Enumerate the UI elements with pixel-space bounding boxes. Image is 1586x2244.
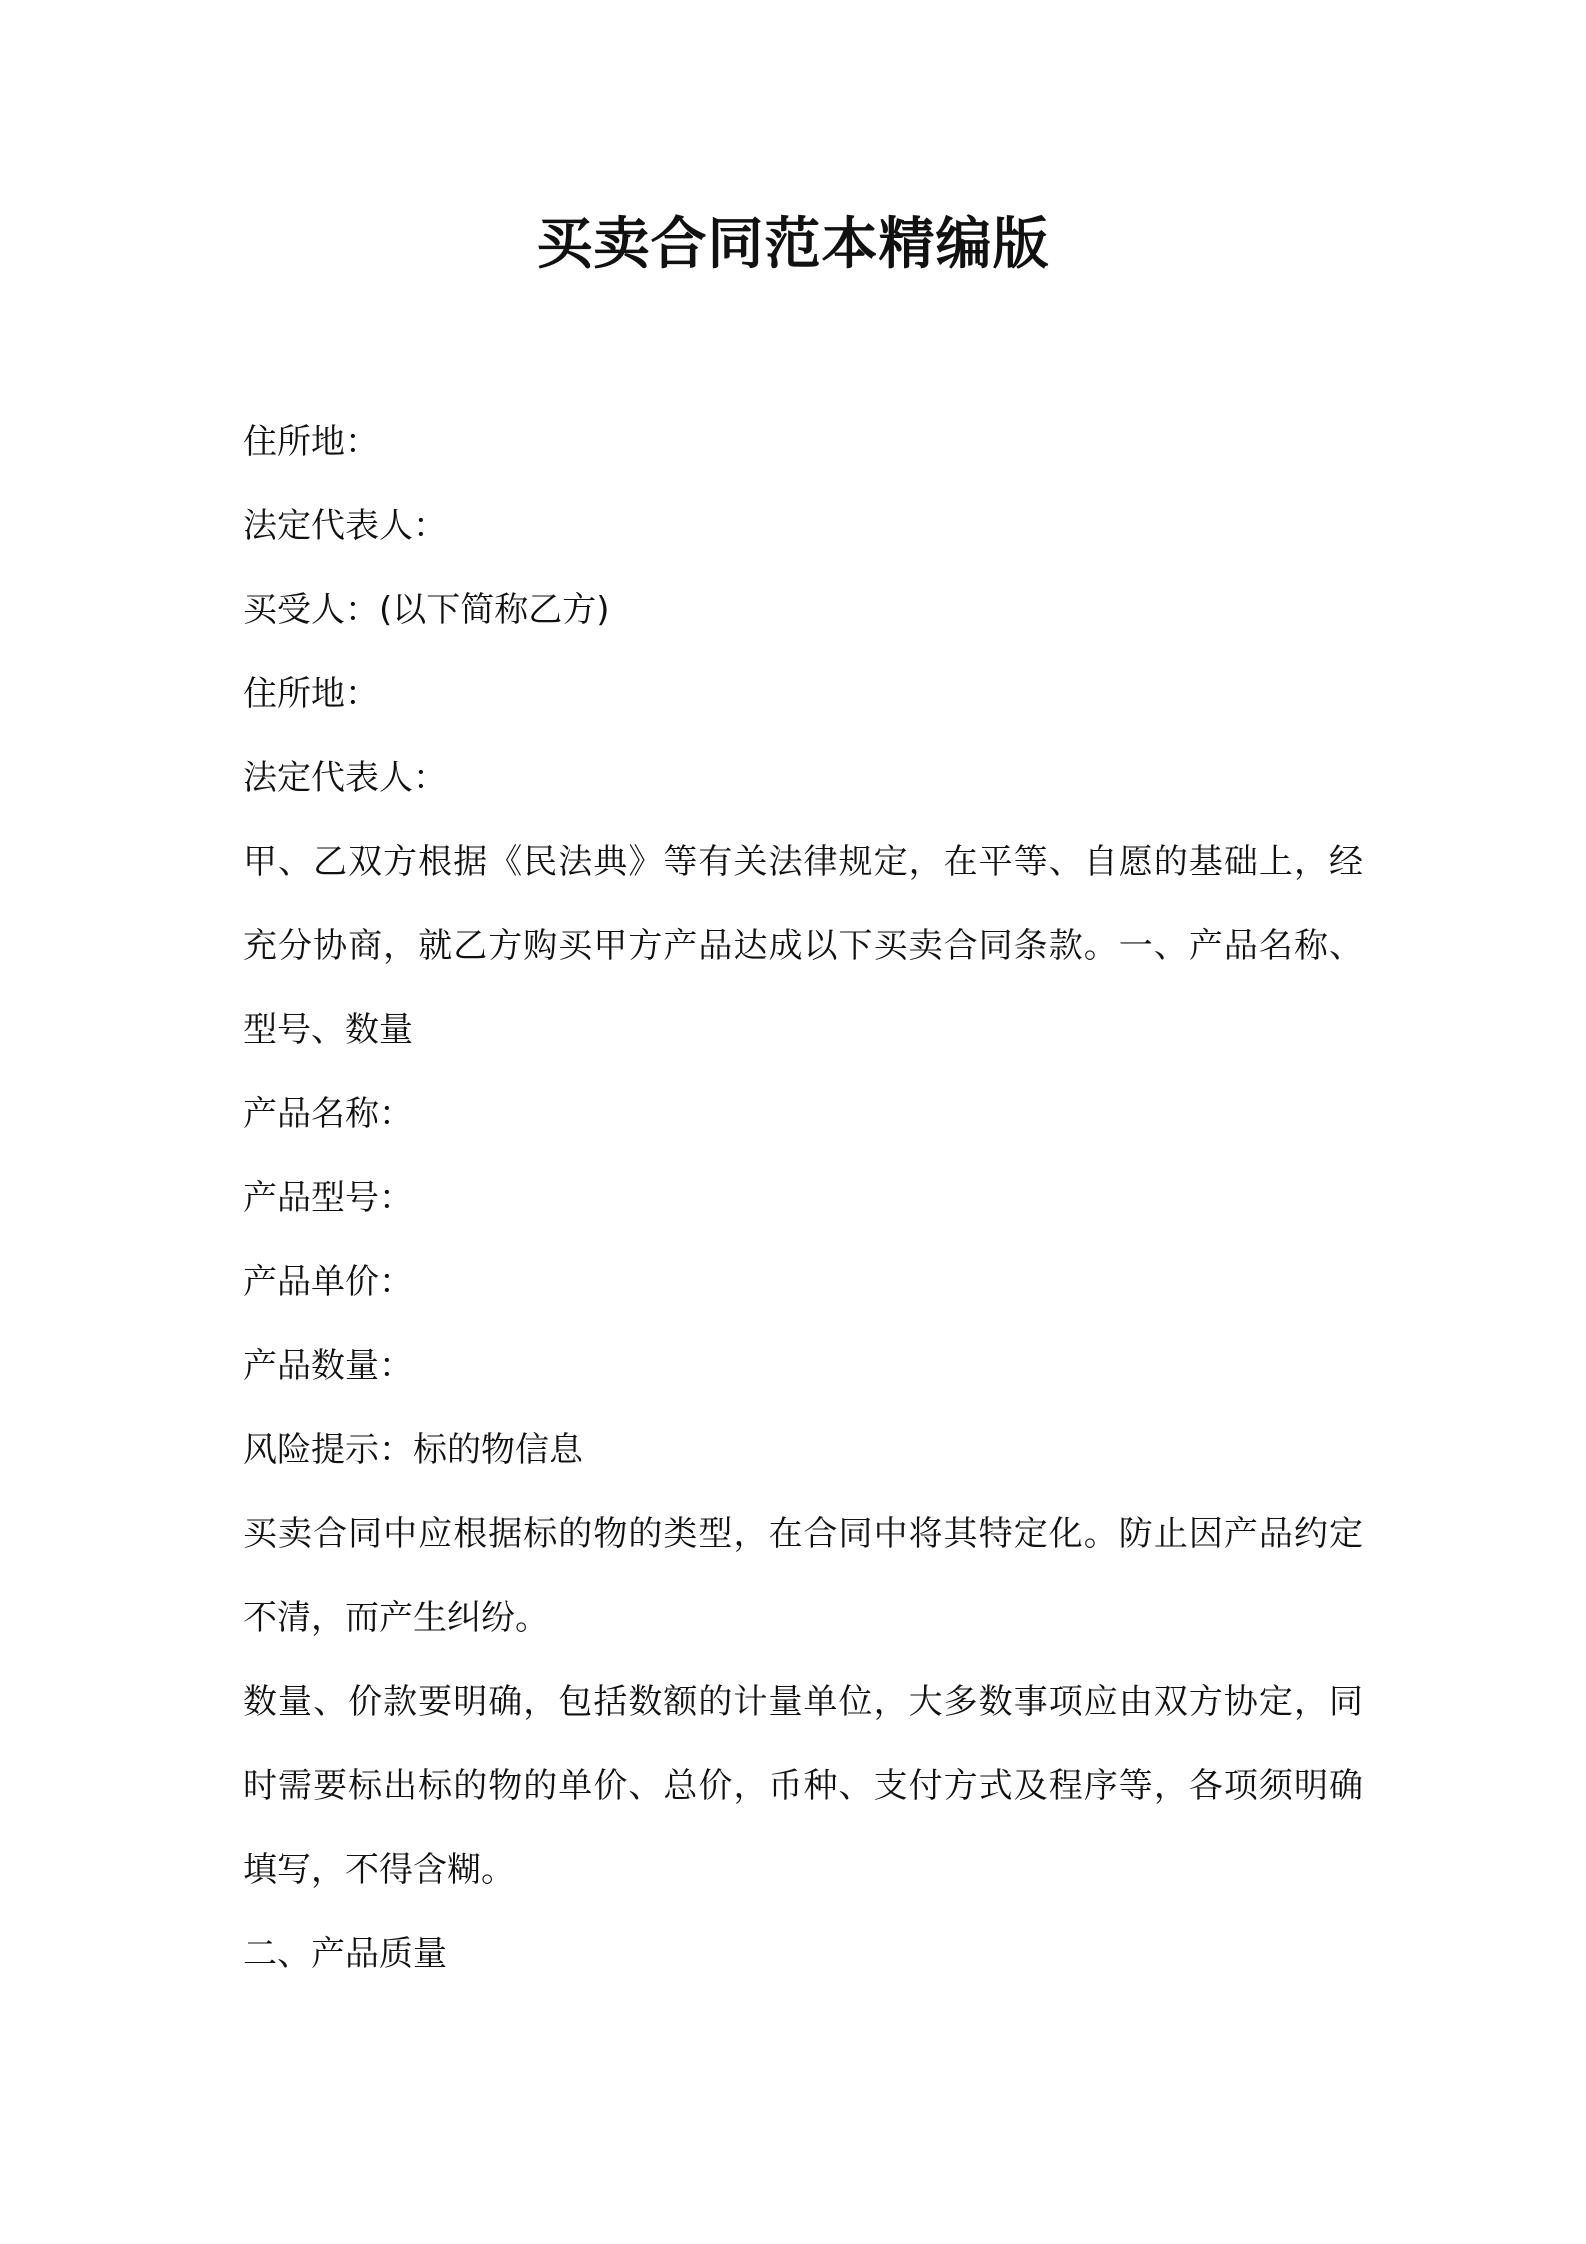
seller-legal-rep-label: 法定代表人： [243,506,447,546]
product-model-label: 产品型号： [243,1178,413,1218]
product-name-label: 产品名称： [243,1094,413,1134]
buyer-address-label: 住所地： [243,674,379,714]
risk-warning-heading: 风险提示：标的物信息 [243,1430,583,1470]
risk-paragraph-1: 买卖合同中应根据标的物的类型，在合同中将其特定化。防止因产品约定不清，而产生纠纷。 [243,1514,1363,1638]
risk-paragraph-2: 数量、价款要明确，包括数额的计量单位，大多数事项应由双方协定，同时需要标出标的物的单价、总价，币种、支付方式及程序等，各项须明确填写，不得含糊。 [243,1682,1363,1890]
document-title: 买卖合同范本精编版 [536,212,1050,277]
section-two-heading: 二、产品质量 [243,1934,447,1974]
product-quantity-label: 产品数量： [243,1346,413,1386]
seller-address-label: 住所地： [243,422,379,462]
buyer-label: 买受人：(以下简称乙方) [243,590,610,630]
preamble-paragraph: 甲、乙双方根据《民法典》等有关法律规定，在平等、自愿的基础上，经充分协商，就乙方购买甲方产品达成以下买卖合同条款。一、产品名称、型号、数量 [243,842,1363,1050]
document-body [243,400,1363,1996]
product-unit-price-label: 产品单价： [243,1262,413,1302]
buyer-legal-rep-label: 法定代表人： [243,758,447,798]
